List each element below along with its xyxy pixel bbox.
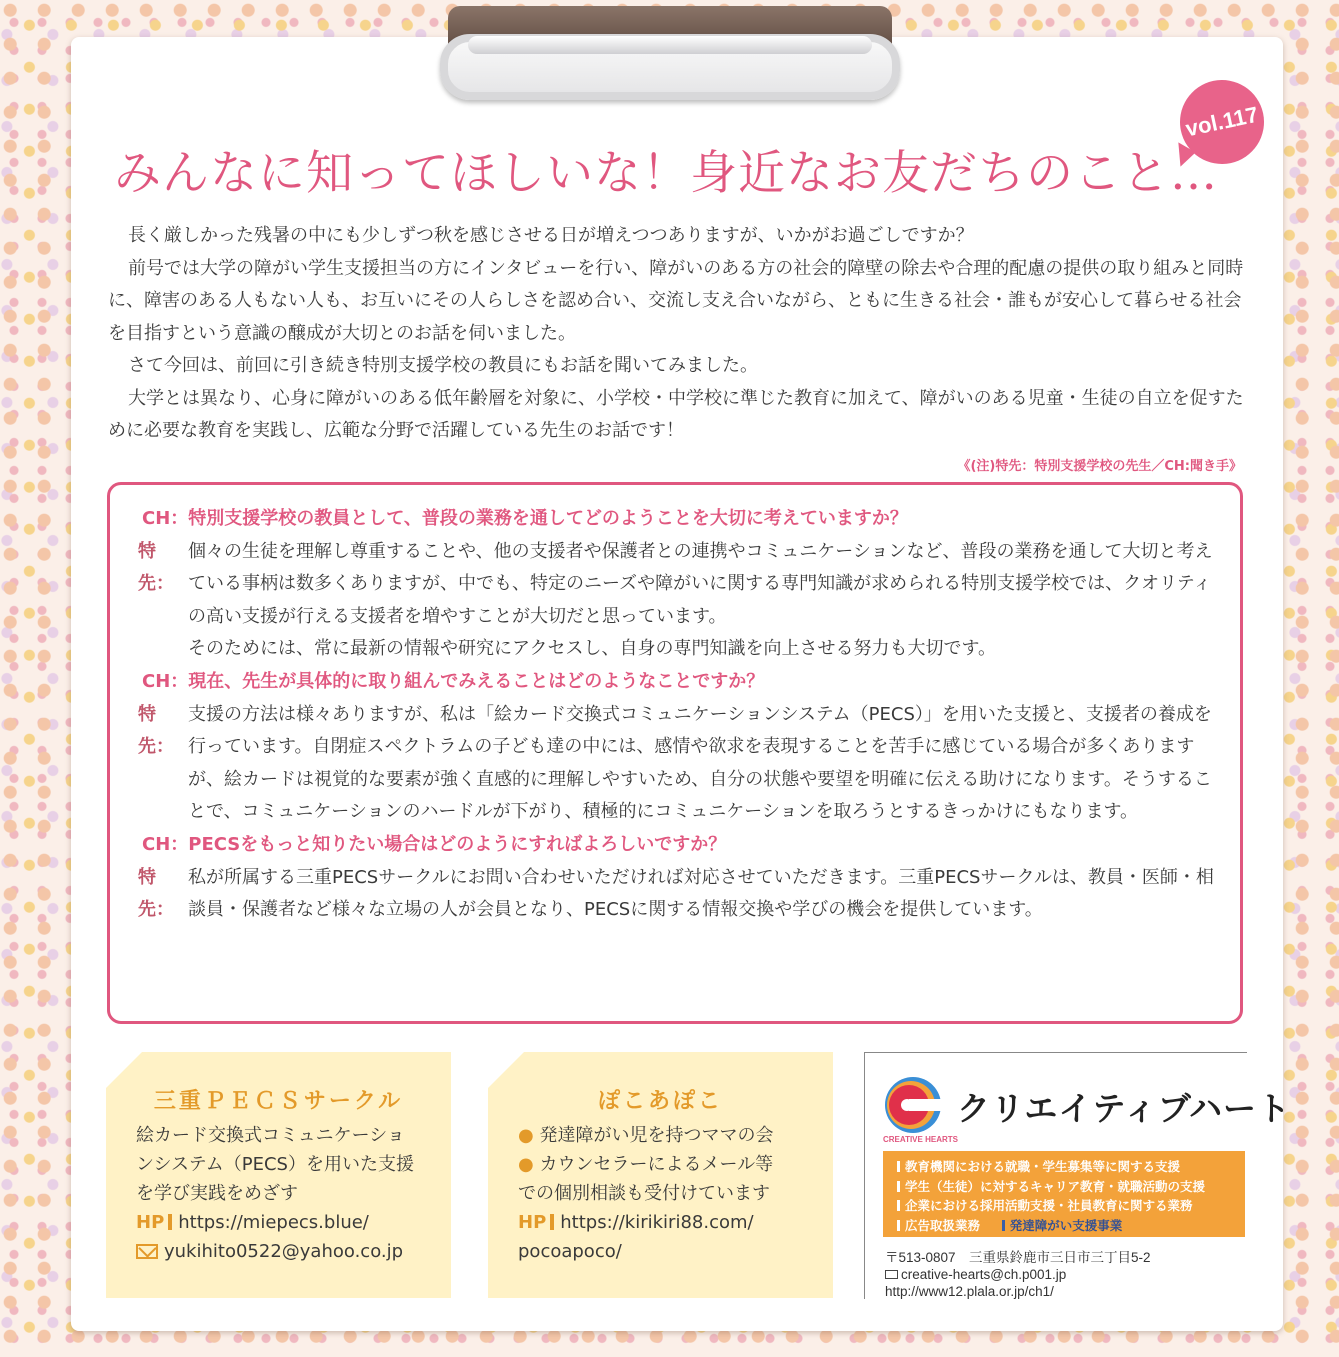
company-url[interactable]: http://www12.plala.or.jp/ch1/ [885, 1284, 1054, 1299]
creative-hearts-logo-icon [883, 1075, 943, 1135]
question: CH：特別支援学校の教員として、普段の業務を通してどのようことを大切に考えていますか？ [142, 508, 908, 529]
answer-text [188, 699, 1222, 829]
card-email [136, 1237, 451, 1266]
intro-paragraph: 前号では大学の障がい学生支援担当の方にインタビューを行い、障がいのある方の社会的障壁の除去や合理的配慮の提供の取り組みと同時に、障害のある人もない人も、お互いにその人らしさを認め合い、交流し支え合いながら、ともに生きる社会・誰もが安心して暮らせる社会を目指すという意識の醸成が大切とのお話を伺いました。 [108, 257, 1244, 344]
interview-qa [138, 503, 1222, 927]
hp-label: HP [136, 1212, 165, 1233]
question: CH：PECSをもっと知りたい場合はどのようにすればよろしいですか？ [142, 833, 727, 855]
intro-text [108, 220, 1248, 448]
answer-text [188, 862, 1222, 927]
vol-badge: vol.117 [1172, 72, 1272, 172]
card-body [106, 1115, 451, 1266]
abbreviation-note: 《(注)特先：特別支援学校の先生／CH:聞き手》 [957, 459, 1242, 474]
card-bullet [518, 1150, 833, 1179]
answer-label: 特先： [138, 540, 174, 595]
bar-icon [897, 1181, 900, 1192]
intro-paragraph: さて今回は、前回に引き続き特別支援学校の教員にもお話を聞いてみました。 [128, 355, 758, 376]
answer [138, 536, 1222, 666]
card-title: 三重ＰＥＣＳサークル [153, 1089, 404, 1114]
company-email[interactable]: creative-hearts@ch.p001.jp [901, 1267, 1067, 1282]
bullet-text: 発達障がい児を持つママの会 [539, 1125, 774, 1146]
card-body [488, 1115, 833, 1266]
company-block [864, 1052, 1292, 1299]
card-line[interactable]: pocoapoco/ [518, 1241, 622, 1262]
pocoapoco-card [488, 1052, 833, 1298]
card-line: 絵カード交換式コミュニケーショ [136, 1125, 405, 1146]
bullet-icon: ● [518, 1125, 534, 1146]
intro-paragraph: 長く厳しかった残暑の中にも少しずつ秋を感じさせる日が増えつつありますが、いかがお過ごしですか？ [128, 225, 974, 246]
card-line: での個別相談も受付けています [518, 1183, 770, 1204]
intro-paragraph: 大学とは異なり、心身に障がいのある低年齢層を対象に、小学校・中学校に準じた教育に加えて、障がいのある児童・生徒の自立を促すために必要な教育を実践し、広範な分野で活躍している先生のお話です！ [108, 387, 1244, 441]
bar-icon [897, 1220, 900, 1231]
company-email-line [885, 1266, 1151, 1283]
service-item: 学生（生徒）に対するキャリア教育・就職活動の支援 [897, 1177, 1245, 1197]
service-item: 企業における採用活動支援・社員教育に関する業務 [897, 1196, 1245, 1216]
hp-link[interactable]: https://kirikiri88.com/ [560, 1212, 754, 1233]
card-line: ンシステム（PECS）を用いた支援 [136, 1154, 414, 1175]
company-contact [885, 1249, 1151, 1300]
hp-label: HP [518, 1212, 547, 1233]
answer [138, 699, 1222, 829]
services-box [883, 1151, 1245, 1237]
email-link[interactable]: yukihito0522@yahoo.co.jp [164, 1241, 404, 1262]
hp-link[interactable]: https://miepecs.blue/ [178, 1212, 369, 1233]
interview-box [107, 482, 1243, 1024]
mie-pecs-card [106, 1052, 451, 1298]
card-hp [518, 1208, 833, 1237]
answer-text [188, 536, 1222, 666]
card-title: ぽこあぽこ [597, 1089, 723, 1114]
answer-paragraph: 私が所属する三重PECSサークルにお問い合わせいただければ対応させていただきます。三重PECSサークルは、教員・医師・相談員・保護者など様々な立場の人が会員となり、PECSに関する情報交換や学びの機会を提供しています。 [188, 866, 1214, 921]
answer-paragraph: そのためには、常に最新の情報や研究にアクセスし、自身の専門知識を向上させる努力も大切です。 [188, 638, 997, 660]
bar-icon [1002, 1220, 1005, 1231]
answer-paragraph: 個々の生徒を理解し尊重することや、他の支援者や保護者との連携やコミュニケーションなど、普段の業務を通して大切と考えている事柄は数多くありますが、中でも、特定のニーズや障がいに関する専門知識が求められる特別支援学校では、クオリティの高い支援が行える支援者を増やすことが大切だと思っています。 [188, 540, 1213, 627]
card-bullet [518, 1121, 833, 1150]
bar-icon [897, 1161, 900, 1172]
answer-paragraph: 支援の方法は様々ありますが、私は「絵カード交換式コミュニケーションシステム（PECS）」を用いた支援と、支援者の養成を行っています。自閉症スペクトラムの子ども達の中には、感情や欲求を表現することを苦手に感じている場合が多くありますが、絵カードは視覚的な要素が強く直感的に理解しやすいため、自分の状態や要望を明確に伝える助けになります。そうすることで、コミュニケーションのハードルが下がり、積極的にコミュニケーションを取ろうとするきっかけにもなります。 [188, 703, 1212, 823]
company-name: クリエイティブハート [957, 1089, 1292, 1128]
clipboard-clip [440, 6, 900, 106]
bar-icon [168, 1214, 172, 1230]
card-line: を学び実践をめざす [136, 1183, 298, 1204]
answer-label: 特先： [138, 703, 174, 758]
page-title: みんなに知ってほしいな！身近なお友だちのこと… [114, 146, 1218, 201]
bar-icon [897, 1200, 900, 1211]
bullet-text: カウンセラーによるメール等 [539, 1154, 774, 1175]
card-hp [136, 1208, 451, 1237]
company-sub: CREATIVE HEARTS [883, 1135, 958, 1144]
service-item: 教育機関における就職・学生募集等に関する支援 [897, 1157, 1245, 1177]
bar-icon [550, 1214, 554, 1230]
service-item: 広告取扱業務 発達障がい支援事業 [897, 1216, 1245, 1236]
question: CH：現在、先生が具体的に取り組んでみえることはどのようなことですか？ [142, 670, 765, 692]
bullet-icon: ● [518, 1154, 534, 1175]
answer [138, 862, 1222, 927]
mail-icon [136, 1244, 158, 1259]
company-address: 〒513-0807 三重県鈴鹿市三日市三丁目5-2 [885, 1250, 1151, 1265]
answer-label: 特先： [138, 866, 174, 921]
clip-bar [468, 36, 872, 54]
mail-icon [885, 1270, 898, 1279]
